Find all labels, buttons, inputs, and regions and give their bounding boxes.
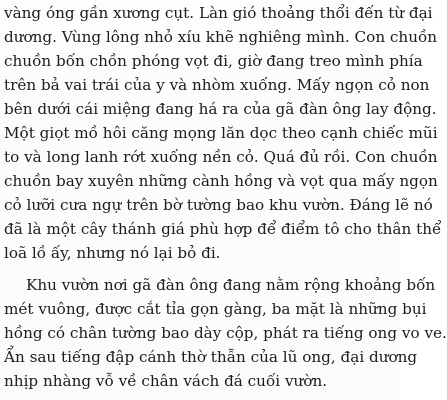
text-line: Một giọt mồ hôi căng mọng lăn dọc theo cạnh chiếc mũi	[4, 124, 438, 142]
text-line: Ẩn sau tiếng đập cánh thờ thẫn của lũ ong, đại dương	[4, 348, 418, 366]
text-line: dương. Vùng lông nhỏ xíu khẽ nghiêng mình. Con chuồn	[4, 28, 438, 46]
text-line: loã lồ ấy, nhưng nó lại bỏ đi.	[4, 244, 221, 262]
text-line: chuồn bay xuyên những cành hồng và vọt qua mấy ngọn	[4, 172, 438, 190]
text-line: cỏ lưỡi cưa ngự trên bờ tường bao khu vườn. Đáng lẽ nó	[4, 196, 433, 214]
text-line: đã là một cây thánh giá phù hợp để điểm tô cho thân thể	[4, 220, 442, 238]
text-line: vàng óng gần xương cụt. Làn gió thoảng thổi đến từ đại	[4, 4, 433, 22]
text-line: bên dưới cái miệng đang há ra của gã đàn ông lay động.	[4, 100, 437, 118]
text-line: to và long lanh rớt xuống nền cỏ. Quá đủ rồi. Con chuồn	[4, 148, 438, 166]
text-line: Khu vườn nơi gã đàn ông đang nằm rộng khoảng bốn	[26, 276, 436, 294]
text-line: hồng có chân tường bao dày cộp, phát ra tiếng ong vo ve.	[4, 324, 447, 342]
text-line: mét vuông, được cắt tỉa gọn gàng, ba mặt là những bụi	[4, 300, 427, 318]
text-line: trên bả vai trái của y và nhòm xuống. Mấy ngọn cỏ non	[4, 76, 430, 94]
text-line: nhịp nhàng vỗ về chân vách đá cuối vườn.	[4, 372, 328, 390]
text-line: chuồn bốn chồn phóng vọt đi, giờ đang treo mình phía	[4, 52, 423, 70]
